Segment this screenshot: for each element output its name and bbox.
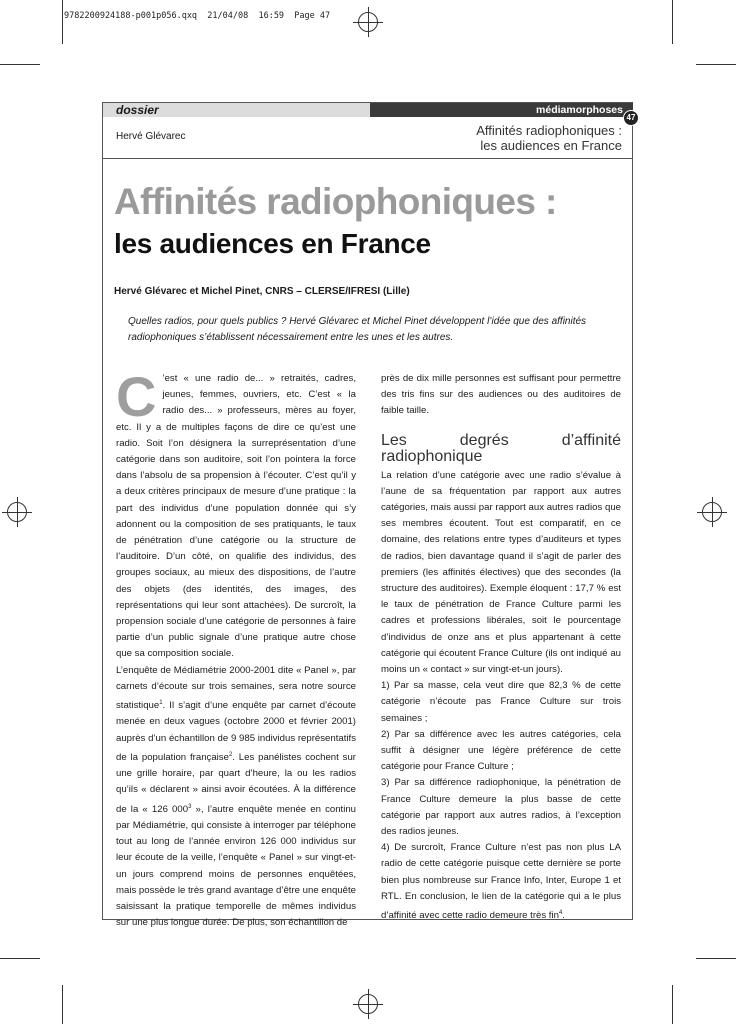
crop-mark bbox=[696, 64, 736, 65]
footnote-ref[interactable]: 1 bbox=[159, 700, 163, 707]
registration-mark bbox=[358, 12, 378, 32]
paragraph: La relation d’une catégorie avec une radio s’évalue à l’aune de sa fréquentation par rapport aux autres catégories, mais aussi par rapport aux autres radios que ses membres écoutent. Tout est comparatif, en ce domaine, des relations entre types d’auditeurs et types de radios, bien davantage quand il s’agit de parler des premiers (les affinités électives) que des secondes (la structure des auditoires). Exemple éloquent : 17,7 % est le taux de pénétration de France Culture parmi les cadres et professions libérales, soit le pourcentage d’individus de onze ans et plus appartenant à cette catégorie qui écoutent France Culture (ils ont indiqué au moins un « contact » sur vingt-et-un jours). bbox=[381, 469, 621, 676]
footnote-ref[interactable]: 4 bbox=[558, 910, 563, 917]
crop-mark bbox=[672, 985, 673, 1024]
article-title: Affinités radiophoniques : bbox=[114, 181, 557, 222]
registration-mark bbox=[7, 502, 27, 522]
paragraph-text: . Les panélistes cochent sur une grille horaire, par quart d’heure, la ou les radios qu’ils « déclarent » ainsi avoir écoutées. À la différence de la « 126 000 bbox=[116, 752, 356, 815]
drop-cap: C bbox=[116, 365, 157, 428]
paragraph bbox=[381, 840, 621, 924]
paragraph-text: », l’autre enquête menée en continu par Médiamétrie, qui consiste à interroger par téléphone tout au long de l’année environ 126 000 individus sur leur écoute de la veille, l’enquête « Panel » sur vingt-et-un jours comprend moins de personnes enquêtées, mais possède le très grand avantage d’être une enquête saisissant la pratique temporelle de mêmes individus sur une plus longue durée. De plus, son échantillon de bbox=[116, 803, 357, 929]
running-title bbox=[476, 123, 622, 153]
section-label: dossier bbox=[116, 103, 159, 117]
crop-mark bbox=[0, 64, 40, 65]
crop-mark bbox=[62, 985, 63, 1024]
article-subtitle: les audiences en France bbox=[114, 228, 431, 259]
paragraph bbox=[116, 365, 356, 663]
article-authors: Hervé Glévarec et Michel Pinet, CNRS – CLERSE/IFRESI (Lille) bbox=[114, 286, 410, 297]
registration-mark bbox=[358, 994, 378, 1014]
paragraph-text: ’est « une radio de... » retraités, cadres, jeunes, femmes, ouvriers, etc. C’est « la radio des... » professeurs, mères au foyer, etc. Il y a de multiples façons de dire ce qu’est une radio. Soit l’on désignera la surreprésentation d’une catégorie dans son auditoire, soit l’on pointera la force dans l’absolu de sa propension à l’écouter. C’est qu’il y a deux critères principaux de mesure d’une pratique : la part des individus d’une population donnée qui s’y adonnent ou la composition de ses pratiquants, le taux de pénétration d’une catégorie ou la structure de l’auditoire. D’un côté, on qualifie des individus, des groupes sociaux, au mieux des dispositions, de l’autre des objets (des identités, des images, des représentations qui leur sont attachées). De surcroît, la propension sociale d’une catégorie de personnes à faire partie d’un public signale d’une pratique autre chose que sa composition sociale. bbox=[116, 373, 356, 660]
running-title-line: les audiences en France bbox=[480, 138, 622, 153]
crop-mark bbox=[672, 0, 673, 44]
paragraph-text: . Il s’agit d’une enquête par carnet d’écoute menée en deux vagues (octobre 2000 et février 2001) auprès d’un échantillon de 9 985 individus représentatifs de la population française bbox=[116, 700, 356, 764]
paragraph-text: . bbox=[562, 910, 565, 922]
article-lead: Quelles radios, pour quels publics ? Hervé Glévarec et Michel Pinet développent l’idée que des affinités radiophoniques s’établissent nécessairement entre les unes et les autres. bbox=[128, 316, 587, 343]
section-bar bbox=[103, 103, 370, 117]
text-column-left bbox=[116, 365, 357, 931]
footnote-ref[interactable]: 2 bbox=[228, 751, 233, 758]
paragraph bbox=[116, 663, 356, 932]
paragraph: 3) Par sa différence radiophonique, la pénétration de France Culture demeure la plus basse de cette catégorie par rapport aux autres radios, à l’exception des radios jeunes. bbox=[381, 777, 621, 838]
paragraph-text: 4) De surcroît, France Culture n’est pas non plus LA radio de cette catégorie puisque cette dernière se porte bien plus nombreuse sur France Info, Inter, Europe 1 et RTL. En conclusion, le lien de la catégorie qui a le plus d’affinité avec cette radio demeure très fin bbox=[381, 842, 621, 922]
footnote-ref[interactable]: 3 bbox=[188, 803, 192, 810]
section-heading: Les degrés d’affinité radiophonique bbox=[381, 431, 621, 465]
text-column-right bbox=[381, 371, 621, 924]
paragraph: 1) Par sa masse, cela veut dire que 82,3 % de cette catégorie n’écoute pas France Culture sur trois semaines ; bbox=[381, 680, 621, 724]
page-number: 47 bbox=[623, 110, 639, 126]
journal-name: médiamorphoses bbox=[536, 104, 623, 116]
registration-mark bbox=[702, 502, 722, 522]
paragraph: près de dix mille personnes est suffisant pour permettre des tris fins sur des audiences ou des auditoires de faible taille. bbox=[381, 373, 621, 417]
page-frame bbox=[102, 102, 636, 929]
journal-bar bbox=[370, 103, 633, 117]
paragraph-text: L’enquête de Médiamétrie 2000-2001 dite « Panel », par carnets d’écoute sur trois semaines, sera notre source statistique bbox=[116, 664, 356, 712]
paragraph: 2) Par sa différence avec les autres catégories, cela suffit à désigner une légère préférence de cette catégorie pour France Culture ; bbox=[381, 728, 621, 773]
crop-mark bbox=[0, 958, 40, 959]
header-divider bbox=[103, 158, 632, 159]
crop-mark bbox=[696, 958, 736, 959]
crop-mark bbox=[62, 0, 63, 44]
running-author: Hervé Glévarec bbox=[116, 131, 186, 142]
running-title-line: Affinités radiophoniques : bbox=[476, 123, 622, 138]
print-slug: 9782200924188-p001p056.qxq 21/04/08 16:59 Page 47 bbox=[64, 11, 331, 21]
